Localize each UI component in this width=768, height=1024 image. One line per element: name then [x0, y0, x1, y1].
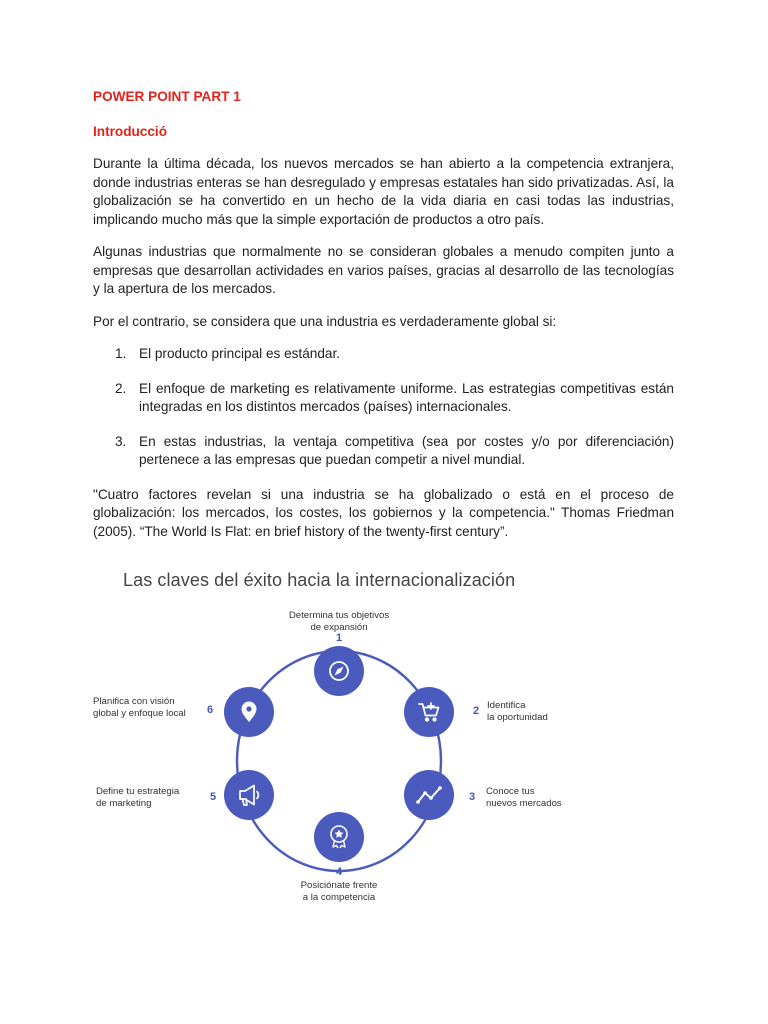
- friedman-quote: "Cuatro factores revelan si una industria se ha globalizado o está en el proceso de globalización: los mercados, los costes, los gobiernos y la competencia." Thomas Friedman (2005). “The World Is Flat: en brief history of the twenty-first century”.: [93, 486, 674, 539]
- paragraph-2: Algunas industrias que normalmente no se consideran globales a menudo compiten junto a empresas que desarrollan actividades en varios países, gracias al desarrollo de las tecnologías y la apertura de los mercados.: [93, 244, 674, 296]
- step-4-label-line1: Posiciónate frente: [300, 880, 378, 891]
- diagram-title: Las claves del éxito hacia la internacionalización: [123, 570, 516, 590]
- list-item: [93, 345, 674, 364]
- step-5-label: [96, 786, 206, 809]
- list-marker: 1.: [115, 346, 127, 361]
- step-1-label-line2: de expansión: [310, 621, 368, 633]
- list-marker: 2.: [115, 380, 127, 396]
- step-5-circle: [224, 770, 274, 820]
- step-node-1: [314, 646, 364, 696]
- step-6-label-line1: Planifica con visión: [93, 696, 175, 707]
- paragraph-1: Durante la última década, los nuevos mercados se han abierto a la competencia extranjera, donde industrias enteras se han desregulado y empresas estatales han sido privatizadas. Así, la globalización se ha convertido en un hecho de la vida diaria en casi todas las industrias, implicando mucho más que la simple exportación de productos a otro país.: [93, 156, 674, 227]
- list-item-text: En estas industrias, la ventaja competitiva (sea por costes y/o por diferenciación) pertenece a las empresas que puedan competir a nivel mundial.: [139, 433, 674, 467]
- list-item: [93, 380, 674, 417]
- step-4-circle: [314, 812, 364, 862]
- step-node-2: [404, 687, 454, 737]
- step-2-circle: [404, 687, 454, 737]
- list-marker: 3.: [115, 433, 127, 449]
- list-item-text: El enfoque de marketing es relativamente uniforme. Las estrategias competitivas están integradas en los distintos mercados (países) internacionales.: [139, 380, 674, 414]
- step-3-label-line1: Conoce tus: [486, 786, 535, 797]
- step-4-label: [283, 880, 395, 903]
- step-node-3: [404, 770, 454, 820]
- step-2-label: [487, 700, 597, 723]
- step-node-6: [224, 687, 274, 737]
- step-3-label: [486, 786, 596, 809]
- step-6-number: 6: [207, 704, 214, 716]
- step-1-label: [283, 610, 395, 633]
- step-1-number: 1: [336, 632, 343, 644]
- step-5-number: 5: [210, 791, 217, 803]
- step-2-label-line2: la oportunidad: [487, 711, 548, 723]
- step-3-number: 3: [469, 791, 476, 803]
- step-4-label-line2: a la competencia: [302, 891, 376, 903]
- document-body: [93, 88, 674, 541]
- step-6-label-line2: global y enfoque local: [93, 707, 186, 719]
- step-node-4: [314, 812, 364, 862]
- step-3-circle: [404, 770, 454, 820]
- criteria-list: [93, 345, 674, 470]
- internationalization-diagram: [0, 560, 768, 920]
- step-4-number: 4: [336, 866, 343, 878]
- document-heading: POWER POINT PART 1: [93, 89, 241, 104]
- paragraph-3: Por el contrario, se considera que una industria es verdaderamente global si:: [93, 313, 557, 329]
- step-node-5: [224, 770, 274, 820]
- list-item: [93, 433, 674, 470]
- step-5-label-line2: de marketing: [96, 797, 152, 809]
- section-title: Introducció: [93, 123, 168, 139]
- step-2-number: 2: [473, 705, 480, 717]
- step-3-label-line2: nuevos mercados: [486, 797, 562, 809]
- step-2-label-line1: Identifica: [487, 700, 526, 711]
- step-6-label: [93, 696, 207, 719]
- step-5-label-line1: Define tu estrategia: [96, 786, 180, 797]
- list-item-text: El producto principal es estándar.: [139, 346, 341, 361]
- step-1-label-line1: Determina tus objetivos: [288, 610, 390, 621]
